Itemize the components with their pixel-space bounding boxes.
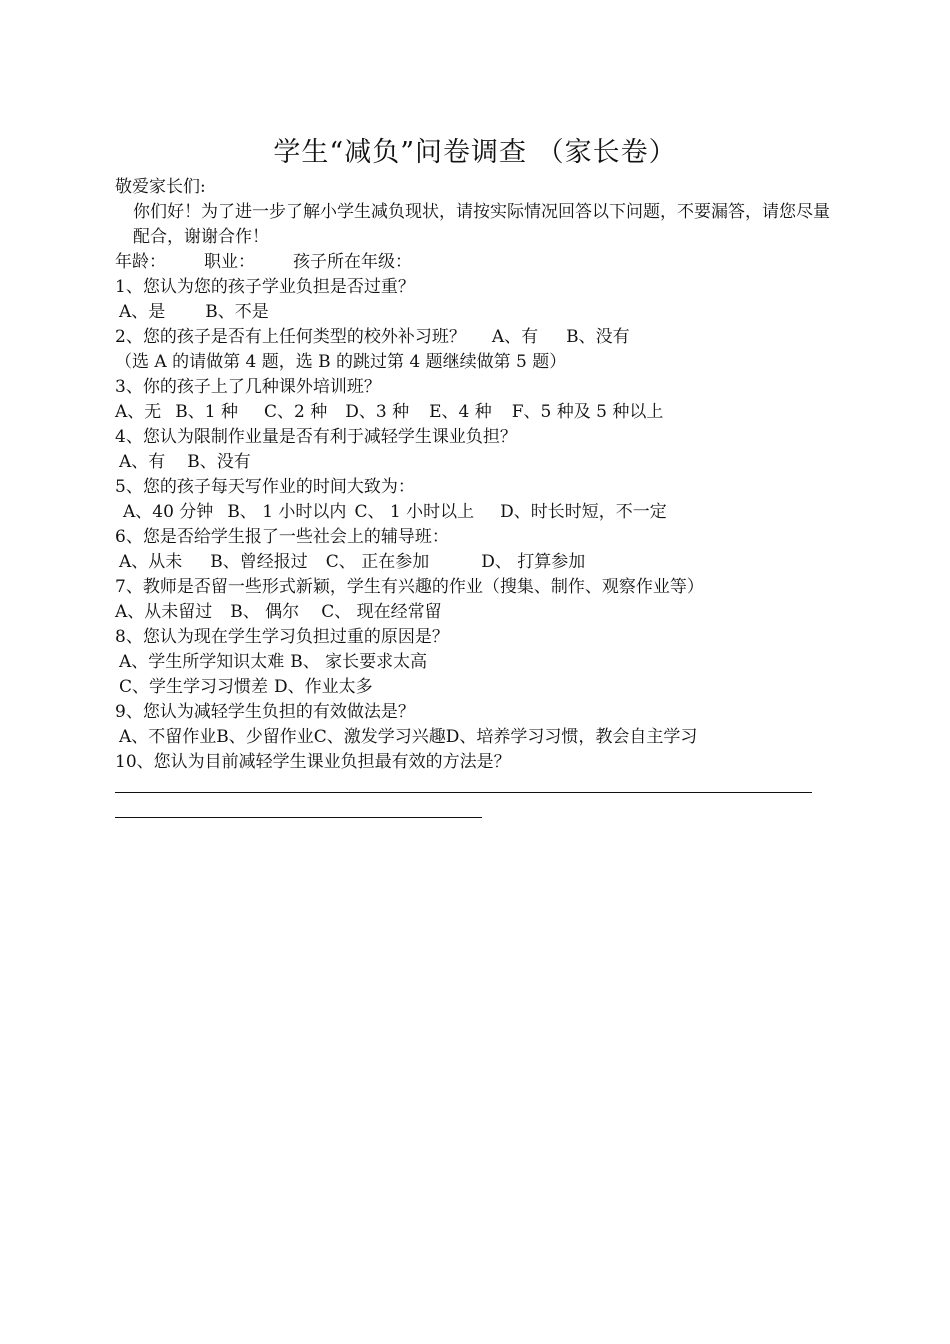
question-10: 10、您认为目前减轻学生课业负担最有效的方法是？ <box>115 752 511 772</box>
question-1: 1、您认为您的孩子学业负担是否过重？ <box>115 277 415 297</box>
q8-option-c: C、学生学习习惯差 <box>119 677 269 697</box>
question-9-options <box>115 725 845 750</box>
q2-text: 2、您的孩子是否有上任何类型的校外补习班？ <box>115 327 466 347</box>
q6-option-b: B、曾经报过 <box>210 552 308 572</box>
q3-option-d: D、3 种 <box>345 402 410 422</box>
question-5: 5、您的孩子每天写作业的时间大致为： <box>115 477 415 497</box>
q3-option-e: E、4 种 <box>429 402 492 422</box>
question-4-options <box>115 450 845 475</box>
q4-option-b: B、没有 <box>187 452 251 472</box>
q8-option-b: B、 家长要求太高 <box>290 652 428 672</box>
question-2 <box>115 325 845 350</box>
job-label: 职业： <box>204 252 255 272</box>
grade-label: 孩子所在年级： <box>293 252 412 272</box>
q7-option-c: C、 现在经常留 <box>321 602 442 622</box>
q4-option-a: A、有 <box>119 452 166 472</box>
q5-option-d: D、时长时短，不一定 <box>500 502 667 522</box>
question-8: 8、您认为现在学生学习负担过重的原因是？ <box>115 627 449 647</box>
salutation: 敬爱家长们: <box>115 177 206 197</box>
question-5-options <box>115 500 845 525</box>
q9-option-c: C、激发学习兴趣 <box>313 727 446 747</box>
q2-option-b: B、没有 <box>566 327 630 347</box>
question-6-options <box>115 550 845 575</box>
question-7: 7、教师是否留一些形式新颖，学生有兴趣的作业（搜集、制作、观察作业等） <box>115 577 704 597</box>
questionnaire-body <box>115 175 845 775</box>
q8-option-a: A、学生所学知识太难 <box>119 652 285 672</box>
q3-option-f: F、5 种及 5 种以上 <box>511 402 664 422</box>
answer-line-1[interactable] <box>115 792 812 793</box>
q5-option-b: B、 1 小时以内 <box>227 502 347 522</box>
q6-option-c: C、 正在参加 <box>325 552 430 572</box>
q1-option-a: A、是 <box>119 302 166 322</box>
q3-option-c: C、2 种 <box>264 402 328 422</box>
question-2-note: （选 A 的请做第 4 题，选 B 的跳过第 4 题继续做第 5 题） <box>115 352 567 372</box>
question-8-options-row-2 <box>115 675 845 700</box>
q3-option-b: B、1 种 <box>175 402 238 422</box>
q5-option-c: C、 1 小时以上 <box>354 502 475 522</box>
question-3: 3、你的孩子上了几种课外培训班？ <box>115 377 381 397</box>
q5-option-a: A、40 分钟 <box>123 502 214 522</box>
question-6: 6、您是否给学生报了一些社会上的辅导班： <box>115 527 449 547</box>
question-9: 9、您认为减轻学生负担的有效做法是？ <box>115 702 415 722</box>
question-4: 4、您认为限制作业量是否有利于减轻学生课业负担？ <box>115 427 517 447</box>
q7-option-b: B、 偶尔 <box>230 602 300 622</box>
age-label: 年龄： <box>115 252 166 272</box>
answer-line-2[interactable] <box>115 817 482 818</box>
q6-option-d: D、 打算参加 <box>481 552 586 572</box>
question-8-options-row-1 <box>115 650 845 675</box>
q9-option-b: B、少留作业 <box>216 727 314 747</box>
q7-option-a: A、从未留过 <box>115 602 213 622</box>
q3-option-a: A、无 <box>115 402 162 422</box>
info-line <box>115 250 845 275</box>
q6-option-a: A、从未 <box>119 552 183 572</box>
question-1-options <box>115 300 845 325</box>
q2-option-a: A、有 <box>491 327 539 347</box>
q8-option-d: D、作业太多 <box>274 677 373 697</box>
document-title: 学生“减负”问卷调查 （家长卷） <box>273 137 677 168</box>
q9-option-a: A、不留作业 <box>119 727 217 747</box>
q9-option-d: D、培养学习习惯，教会自主学习 <box>445 727 698 747</box>
intro-text: 你们好！为了进一步了解小学生减负现状，请按实际情况回答以下问题，不要漏答，请您尽量配合，谢谢合作！ <box>133 202 830 247</box>
question-7-options <box>115 600 845 625</box>
intro-paragraph <box>115 200 845 250</box>
question-3-options <box>115 400 845 425</box>
q1-option-b: B、不是 <box>205 302 269 322</box>
